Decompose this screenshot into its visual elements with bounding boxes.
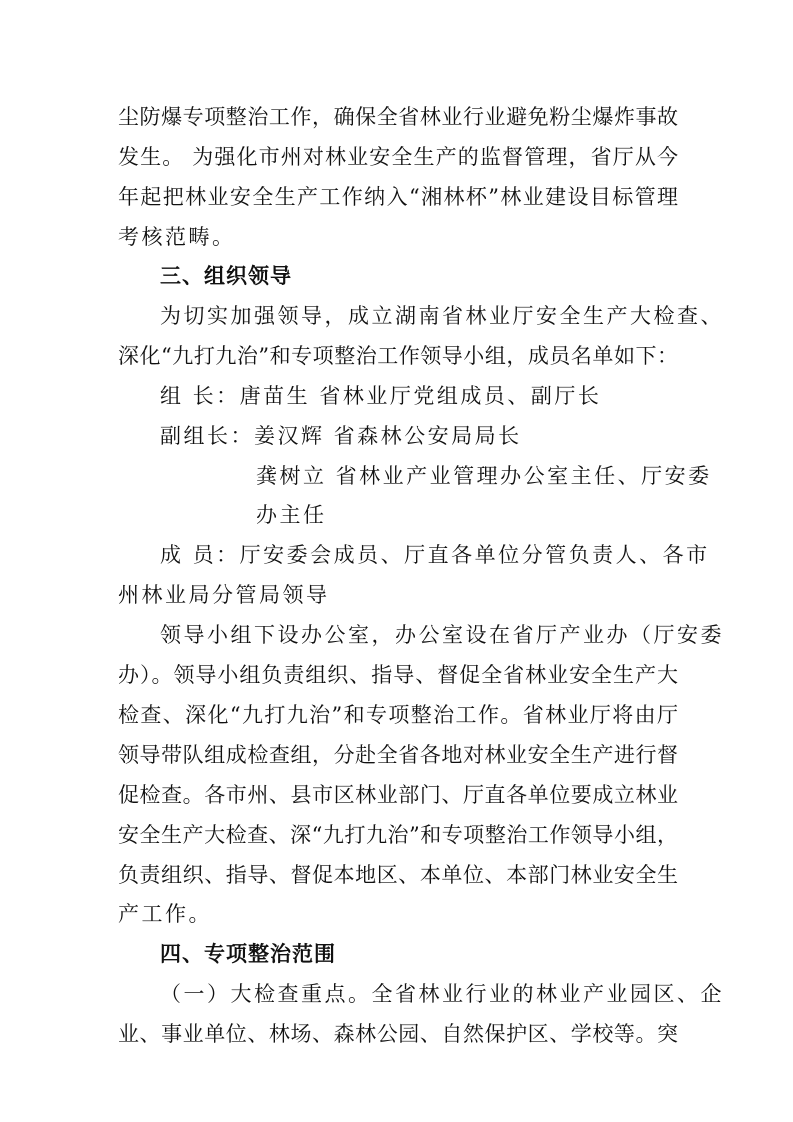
paragraph-line: 领导带队组成检查组，分赴全省各地对林业安全生产进行督 bbox=[118, 743, 678, 767]
paragraph-line: 检查、深化“九打九治”和专项整治工作。省林业厅将由厅 bbox=[118, 703, 678, 727]
paragraph-line: 安全生产大检查、深“九打九治”和专项整治工作领导小组， bbox=[118, 823, 678, 847]
deputy-leader-line: 副组长：姜汉辉 省森林公安局局长 bbox=[160, 424, 522, 448]
members-line: 成 员：厅安委会成员、厅直各单位分管负责人、各市 bbox=[160, 543, 710, 567]
deputy-leader-line: 办主任 bbox=[256, 503, 327, 527]
paragraph-line: 考核范畴。 bbox=[118, 225, 236, 249]
paragraph-line: 促检查。各市州、县市区林业部门、厅直各单位要成立林业 bbox=[118, 783, 678, 807]
paragraph-line: 领导小组下设办公室，办公室设在省厅产业办（厅安委 bbox=[160, 623, 724, 647]
paragraph-line: （一）大检查重点。全省林业行业的林业产业园区、企 bbox=[160, 982, 724, 1006]
paragraph-line: 发生。 为强化市州对林业安全生产的监督管理，省厅从今 bbox=[118, 145, 678, 169]
paragraph-line: 深化“九打九治”和专项整治工作领导小组，成员名单如下： bbox=[118, 344, 678, 368]
members-line: 州林业局分管局领导 bbox=[118, 583, 330, 607]
section-heading: 四、专项整治范围 bbox=[160, 942, 336, 966]
paragraph-line: 产工作。 bbox=[118, 902, 212, 926]
paragraph-line: 办）。领导小组负责组织、指导、督促全省林业安全生产大 bbox=[118, 663, 678, 687]
paragraph-line: 业、事业单位、林场、森林公园、自然保护区、学校等。突 bbox=[118, 1022, 678, 1046]
paragraph-line: 为切实加强领导，成立湖南省林业厅安全生产大检查、 bbox=[160, 304, 724, 328]
leader-line: 组 长：唐苗生 省林业厅党组成员、副厅长 bbox=[160, 384, 602, 408]
section-heading: 三、组织领导 bbox=[160, 264, 292, 288]
deputy-leader-line: 龚树立 省林业产业管理办公室主任、厅安委 bbox=[256, 464, 712, 488]
paragraph-line: 年起把林业安全生产工作纳入“湘林杯”林业建设目标管理 bbox=[118, 185, 678, 209]
paragraph-line: 负责组织、指导、督促本地区、本单位、本部门林业安全生 bbox=[118, 863, 678, 887]
paragraph-line: 尘防爆专项整治工作，确保全省林业行业避免粉尘爆炸事故 bbox=[118, 105, 678, 129]
